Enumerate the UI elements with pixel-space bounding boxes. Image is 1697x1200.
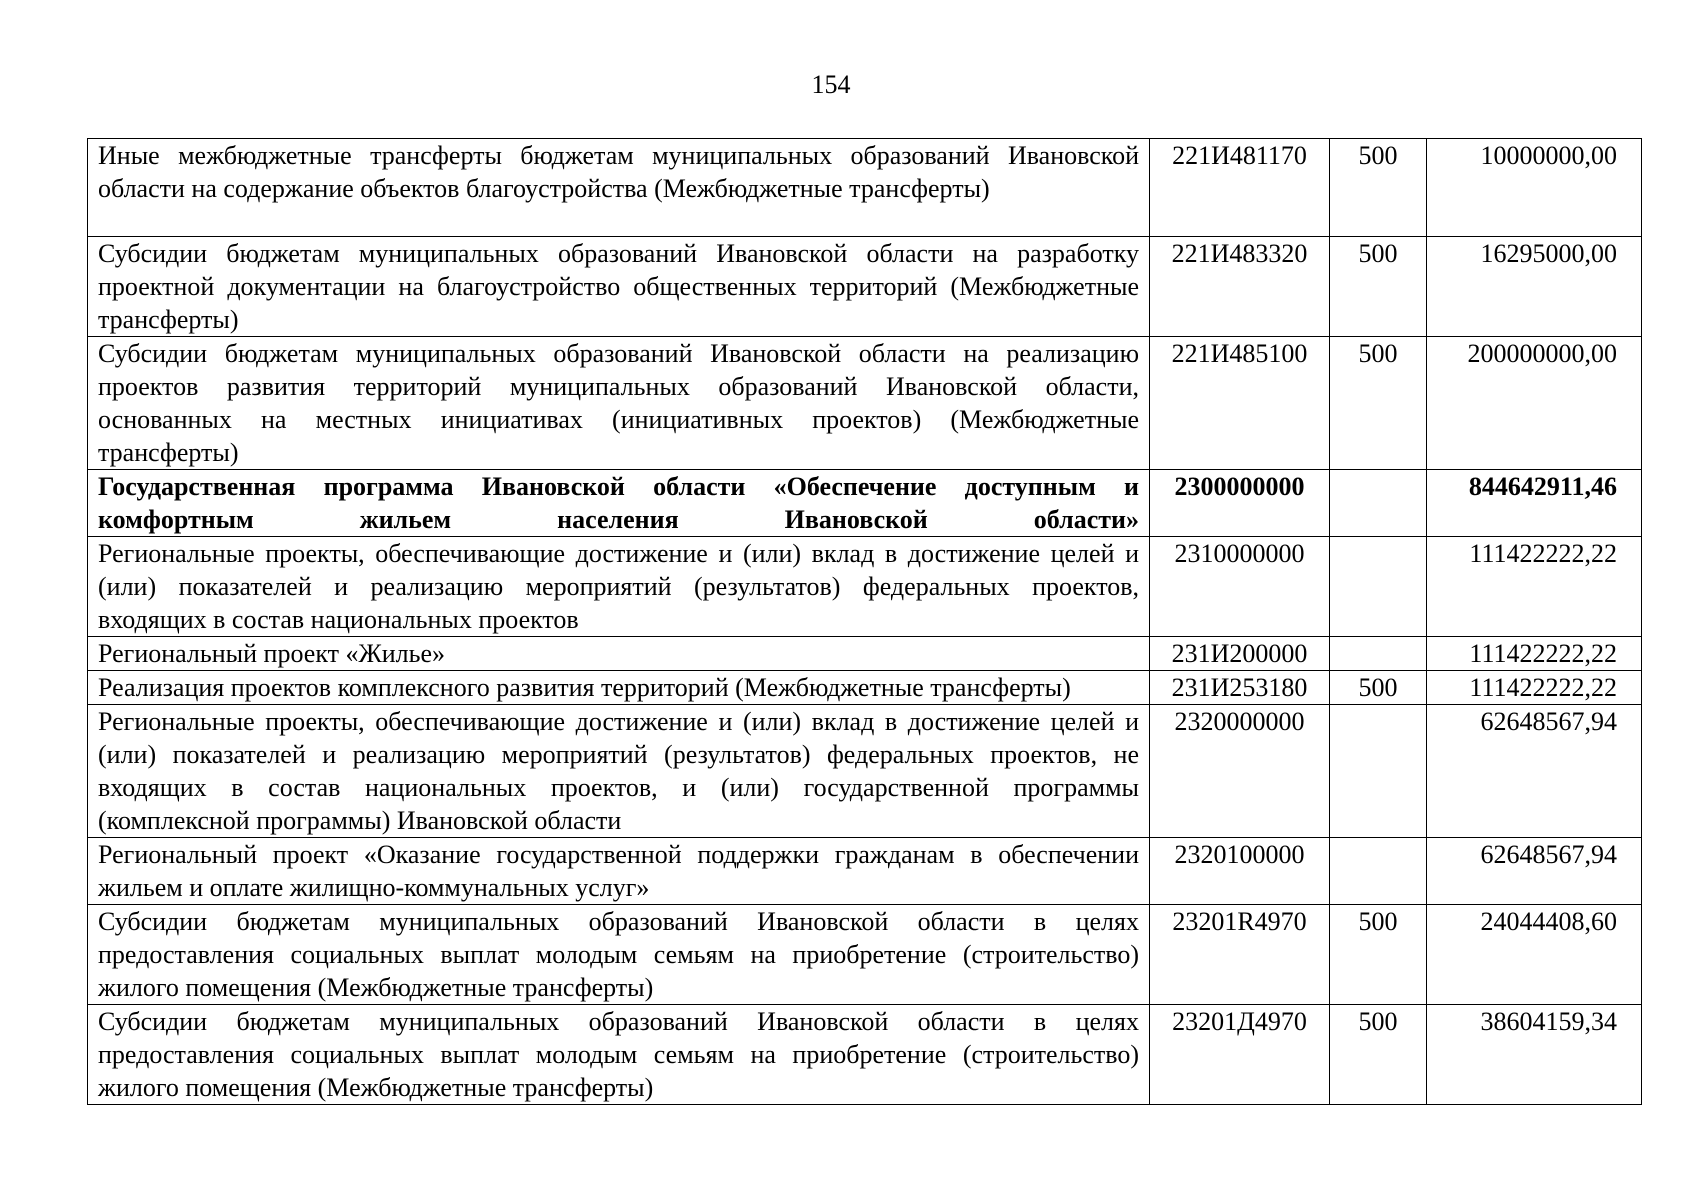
row-description: Реализация проектов комплексного развития территорий (Межбюджетные трансферты): [88, 671, 1150, 705]
table-row: [88, 705, 1642, 838]
row-expense-type: [1330, 838, 1427, 905]
table-row: [88, 470, 1642, 537]
table-row: [88, 637, 1642, 671]
row-amount: 111422222,22: [1427, 637, 1642, 671]
row-description: Субсидии бюджетам муниципальных образований Ивановской области в целях предоставления социальных выплат молодым семьям на приобретение (строительство) жилого помещения (Межбюджетные трансферты): [88, 905, 1150, 1005]
row-code: 231И200000: [1150, 637, 1330, 671]
row-description: Государственная программа Ивановской области «Обеспечение доступным и комфортным жильем населения Ивановской области»: [88, 470, 1150, 537]
row-code: 221И485100: [1150, 337, 1330, 470]
row-expense-type: [1330, 637, 1427, 671]
row-description: Региональные проекты, обеспечивающие достижение и (или) вклад в достижение целей и (или) показателей и реализацию мероприятий (результатов) федеральных проектов, не входящих в состав национальных проектов, и (или) государственной программы (комплексной программы) Ивановской области: [88, 705, 1150, 838]
row-description: Субсидии бюджетам муниципальных образований Ивановской области в целях предоставления социальных выплат молодым семьям на приобретение (строительство) жилого помещения (Межбюджетные трансферты): [88, 1005, 1150, 1105]
row-expense-type: 500: [1330, 671, 1427, 705]
row-amount: 111422222,22: [1427, 537, 1642, 637]
row-code: 23201Д4970: [1150, 1005, 1330, 1105]
row-code: 2320100000: [1150, 838, 1330, 905]
table-row: [88, 905, 1642, 1005]
row-amount: 62648567,94: [1427, 838, 1642, 905]
row-description: Региональный проект «Оказание государственной поддержки гражданам в обеспечении жильем и оплате жилищно-коммунальных услуг»: [88, 838, 1150, 905]
table-row: [88, 838, 1642, 905]
row-code: 23201R4970: [1150, 905, 1330, 1005]
row-expense-type: [1330, 705, 1427, 838]
table-row: [88, 237, 1642, 337]
row-code: 221И481170: [1150, 139, 1330, 237]
row-description: Региональные проекты, обеспечивающие достижение и (или) вклад в достижение целей и (или) показателей и реализацию мероприятий (результатов) федеральных проектов, входящих в состав национальных проектов: [88, 537, 1150, 637]
row-expense-type: [1330, 537, 1427, 637]
row-code: 231И253180: [1150, 671, 1330, 705]
row-description: Субсидии бюджетам муниципальных образований Ивановской области на реализацию проектов развития территорий муниципальных образований Ивановской области, основанных на местных инициативах (инициативных проектов) (Межбюджетные трансферты): [88, 337, 1150, 470]
page-number: 154: [811, 70, 851, 99]
row-code: 221И483320: [1150, 237, 1330, 337]
row-expense-type: 500: [1330, 905, 1427, 1005]
row-amount: 111422222,22: [1427, 671, 1642, 705]
row-amount: 200000000,00: [1427, 337, 1642, 470]
row-expense-type: 500: [1330, 1005, 1427, 1105]
row-amount: 24044408,60: [1427, 905, 1642, 1005]
row-amount: 16295000,00: [1427, 237, 1642, 337]
budget-table: [87, 138, 1642, 1105]
row-code: 2310000000: [1150, 537, 1330, 637]
row-expense-type: 500: [1330, 237, 1427, 337]
row-amount: 62648567,94: [1427, 705, 1642, 838]
row-expense-type: 500: [1330, 139, 1427, 237]
table-row: [88, 537, 1642, 637]
row-expense-type: 500: [1330, 337, 1427, 470]
row-expense-type: [1330, 470, 1427, 537]
row-description: Региональный проект «Жилье»: [88, 637, 1150, 671]
row-code: 2320000000: [1150, 705, 1330, 838]
table-row: [88, 671, 1642, 705]
row-amount: 10000000,00: [1427, 139, 1642, 237]
row-description: Иные межбюджетные трансферты бюджетам муниципальных образований Ивановской области на содержание объектов благоустройства (Межбюджетные трансферты): [88, 139, 1150, 237]
table-row: [88, 139, 1642, 237]
table-row: [88, 337, 1642, 470]
row-amount: 844642911,46: [1427, 470, 1642, 537]
row-description: Субсидии бюджетам муниципальных образований Ивановской области на разработку проектной документации на благоустройство общественных территорий (Межбюджетные трансферты): [88, 237, 1150, 337]
table-row: [88, 1005, 1642, 1105]
row-amount: 38604159,34: [1427, 1005, 1642, 1105]
row-code: 2300000000: [1150, 470, 1330, 537]
